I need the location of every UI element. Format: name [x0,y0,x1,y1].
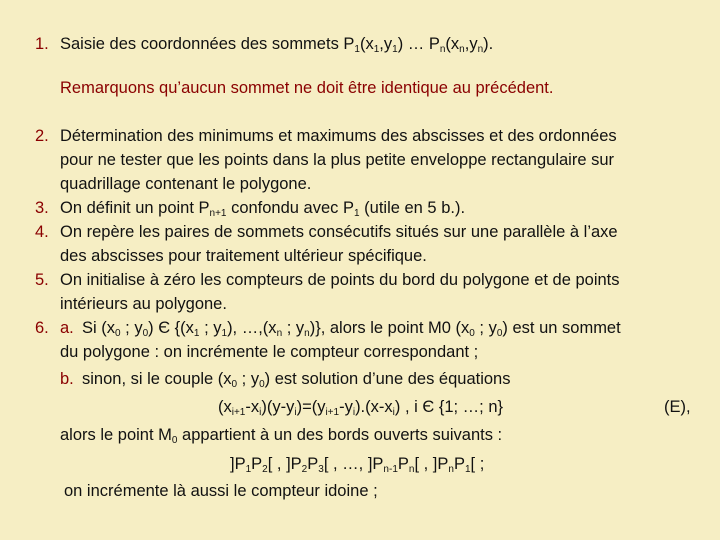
line-5b: intérieurs au polygone. [60,295,227,313]
equation-label: (E), [664,398,691,416]
edges-line: ]$P_1P_2$[ , ]$P_2P_3$[ , …, ]$P_{n-1}P_n$[ , ]$P_nP_1$[ ; [230,455,485,475]
line-6a: Si ($x_0$ ; $y_0$) Є {($x_1$ ; $y_1$), $\dots,(x_n$ ; $y_n$)}, alors le point M0 ($x_0$ ; $y_0$) est un sommet [82,319,621,339]
item-number-1: 1. [35,35,49,53]
line-1: Saisie des coordonnées des sommets $P_1(x_1,y_1)$ … $P_n(x_n,y_n)$. [60,35,494,55]
equation: $(x_{i+1}-x_i)(y-y_i)=(y_{i+1}-y_i).(x-x_i)$ , i Є {1; …; n} [218,398,504,418]
item-number-2: 2. [35,127,49,145]
line-6b: du polygone : on incrémente le compteur correspondant ; [60,343,479,361]
line-b1: sinon, si le couple ($x_0$ ; $y_0$) est solution d’une des équations [82,370,511,390]
line-3: On définit un point $P_{n+1}$ confondu avec $P_1$ (utile en 5 b.). [60,199,466,219]
line-2b: pour ne tester que les points dans la plus petite enveloppe rectangulaire sur [60,151,615,169]
line-4b: des abscisses pour traitement ultérieur spécifique. [60,247,427,265]
remark-line: Remarquons qu’aucun sommet ne doit être identique au précédent. [60,79,554,97]
marker-a: a. [60,319,74,337]
line-2a: Détermination des minimums et maximums des abscisses et des ordonnées [60,127,617,145]
line-5a: On initialise à zéro les compteurs de points du bord du polygone et de points [60,271,620,289]
marker-b: b. [60,370,74,388]
item-number-3: 3. [35,199,49,217]
item-number-4: 4. [35,223,49,241]
item-number-5: 5. [35,271,49,289]
item-number-6: 6. [35,319,49,337]
line-b2: alors le point $M_0$ appartient à un des bords ouverts suivants : [60,426,503,446]
line-2c: quadrillage contenant le polygone. [60,175,312,193]
line-b3: on incrémente là aussi le compteur idoine ; [64,482,378,500]
line-4a: On repère les paires de sommets consécutifs situés sur une parallèle à l’axe [60,223,618,241]
